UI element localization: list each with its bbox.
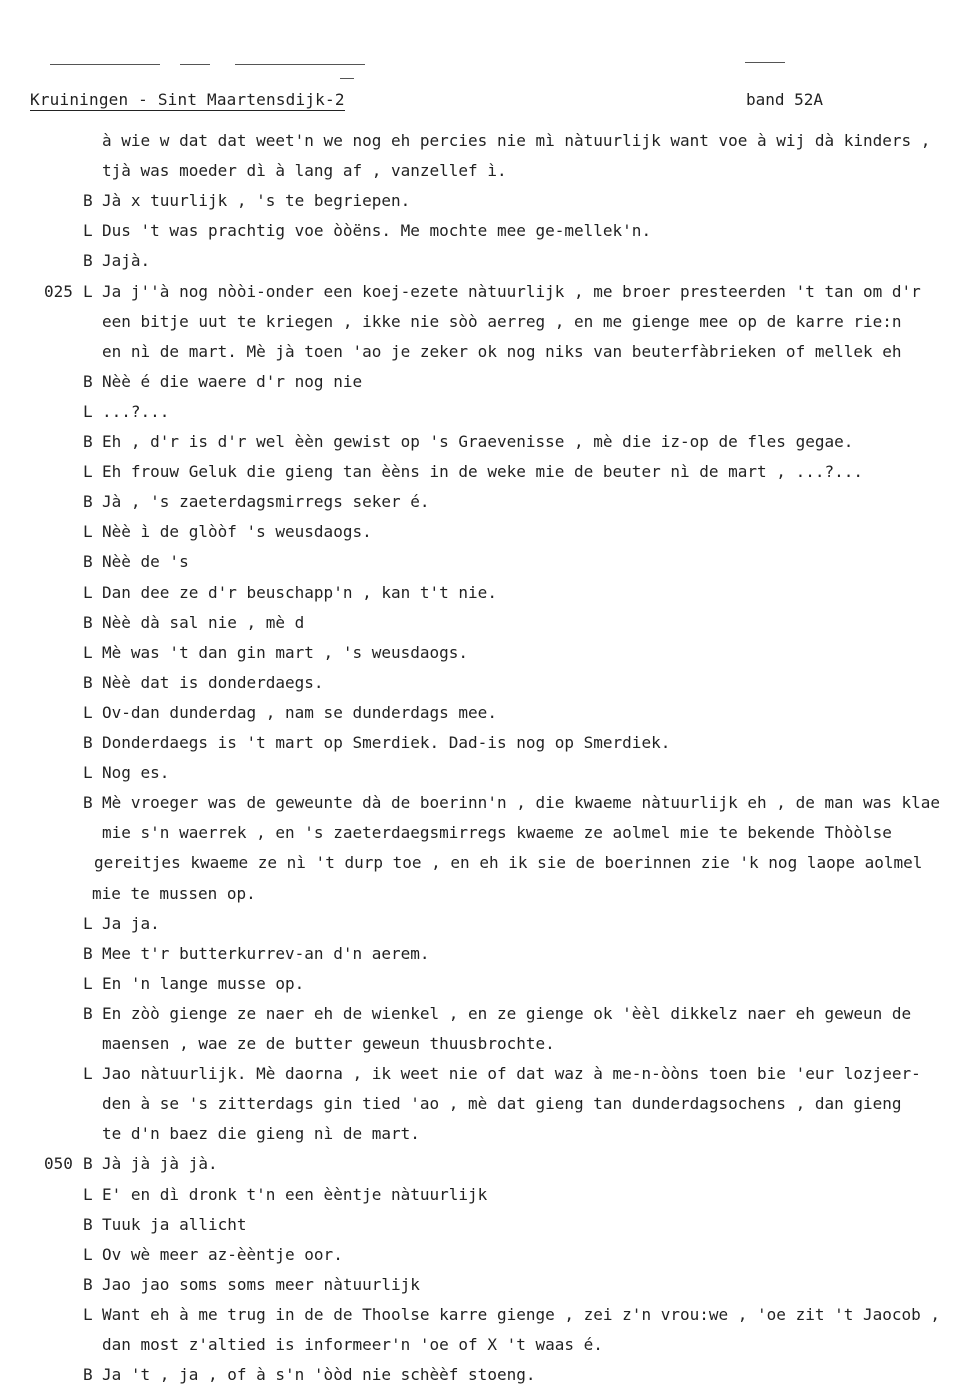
utterance-text: Mè was 't dan gin mart , 's weusdaogs. <box>102 642 469 662</box>
transcript-line <box>0 1033 979 1055</box>
speaker-label: B <box>83 793 93 813</box>
transcript-line <box>0 190 979 212</box>
transcript-line <box>0 341 979 363</box>
transcript-line <box>0 822 979 844</box>
utterance-text: en nì de mart. Mè jà toen 'ao je zeker ok nog niks van beuterfàbrieken of mellek eh <box>102 341 902 361</box>
utterance-text: Nèè é die waere d'r nog nie <box>102 371 363 391</box>
transcript-line <box>0 1244 979 1266</box>
speaker-label: B <box>83 672 93 692</box>
transcript-line <box>0 943 979 965</box>
speaker-label: L <box>83 401 93 421</box>
document-header-right: band 52A <box>746 90 824 109</box>
utterance-text: Mè vroeger was de geweunte dà de boerinn'n , die kwaeme nàtuurlijk eh , de man was klae <box>102 793 941 813</box>
transcript-line <box>0 1003 979 1025</box>
transcript-line <box>0 852 979 874</box>
speaker-label: L <box>83 221 93 241</box>
utterance-text: Jao jao soms soms meer nàtuurlijk <box>102 1274 420 1294</box>
utterance-text: Nèè ì de glòòf 's weusdaogs. <box>102 522 372 542</box>
transcript-line <box>0 250 979 272</box>
utterance-text: Mee t'r butterkurrev-an d'n aerem. <box>102 943 430 963</box>
speaker-label: B <box>83 1154 93 1174</box>
transcript-line <box>0 702 979 724</box>
transcript-line <box>0 1123 979 1145</box>
utterance-text: En 'n lange musse op. <box>102 973 305 993</box>
speaker-label: L <box>83 973 93 993</box>
utterance-text: Nèè dat is donderdaegs. <box>102 672 324 692</box>
speaker-label: L <box>83 642 93 662</box>
transcript-line <box>0 582 979 604</box>
speaker-label: B <box>83 733 93 752</box>
utterance-text: Dus 't was prachtig voe òòëns. Me mochte mee ge-mellek'n. <box>102 221 652 241</box>
speaker-label: B <box>83 1365 93 1385</box>
speaker-label: B <box>83 612 93 632</box>
utterance-text: Dan dee ze d'r beuschapp'n , kan t't nie. <box>102 582 497 602</box>
utterance-text: dan most z'altied is informeer'n 'oe of X 't waas é. <box>102 1335 603 1354</box>
speaker-label: B <box>83 492 93 512</box>
utterance-text: Eh frouw Geluk die gieng tan èèns in de weke mie de beuter nì de mart , ...?... <box>102 462 863 482</box>
transcript-line <box>0 672 979 694</box>
utterance-text: E' en dì dronk t'n een èèntje nàtuurlijk <box>102 1184 488 1204</box>
speaker-label: L <box>83 1184 93 1204</box>
utterance-text: den à se 's zitterdags gin tied 'ao , mè dat gieng tan dunderdagsochens , dan gieng <box>102 1094 902 1114</box>
transcript-line <box>0 1274 979 1296</box>
top-mark <box>340 78 354 79</box>
utterance-text: Jà jà jà jà. <box>102 1154 218 1174</box>
speaker-label: L <box>83 281 93 301</box>
transcript-line <box>0 461 979 483</box>
utterance-text: gereitjes kwaeme ze nì 't durp toe , en eh ik sie de boerinnen zie 'k nog laope aolmel <box>94 853 923 873</box>
document-header-left: Kruiningen - Sint Maartensdijk-2 <box>30 90 345 109</box>
speaker-label: L <box>83 702 93 722</box>
utterance-text: Ov wè meer az-èèntje oor. <box>102 1244 343 1264</box>
transcript-line <box>0 1304 979 1326</box>
utterance-text: à wie w dat dat weet'n we nog eh percies nie mì nàtuurlijk want voe à wij dà kinders , <box>102 131 931 150</box>
top-mark <box>50 64 160 65</box>
speaker-label: L <box>83 913 93 933</box>
transcript-line <box>0 1334 979 1356</box>
transcript-line <box>0 973 979 995</box>
transcript-line <box>0 913 979 935</box>
transcript-line <box>0 1093 979 1115</box>
transcript-line <box>0 281 979 303</box>
utterance-text: maensen , wae ze de butter geweun thuusbrochte. <box>102 1034 555 1053</box>
transcript-line <box>0 311 979 333</box>
speaker-label: L <box>83 582 93 602</box>
top-mark <box>180 64 210 65</box>
speaker-label: L <box>83 522 93 542</box>
speaker-label: B <box>83 1214 93 1234</box>
transcript-line <box>0 220 979 242</box>
line-number: 025 <box>44 281 73 301</box>
speaker-label: B <box>83 1003 93 1023</box>
transcript-line <box>0 1184 979 1206</box>
transcript-line <box>0 612 979 634</box>
transcript-line <box>0 160 979 182</box>
top-mark <box>235 64 365 65</box>
utterance-text: Eh , d'r is d'r wel èèn gewist op 's Graevenisse , mè die iz-op de fles gegae. <box>102 432 854 451</box>
utterance-text: Nog es. <box>102 763 170 783</box>
utterance-text: Donderdaegs is 't mart op Smerdiek. Dad-is nog op Smerdiek. <box>102 733 671 752</box>
utterance-text: Ov-dan dunderdag , nam se dunderdags mee. <box>102 702 497 722</box>
speaker-label: L <box>83 1064 93 1084</box>
utterance-text: mie te mussen op. <box>92 883 256 903</box>
speaker-label: B <box>83 191 93 211</box>
speaker-label: B <box>83 1274 93 1294</box>
utterance-text: mie s'n waerrek , en 's zaeterdaegsmirregs kwaeme ze aolmel mie te bekende Thòòlse <box>102 823 892 843</box>
transcript-line <box>0 130 979 152</box>
speaker-label: L <box>83 1304 93 1324</box>
transcript-line <box>0 521 979 543</box>
speaker-label: B <box>83 251 93 271</box>
transcript-line <box>0 1214 979 1236</box>
transcript-line <box>0 762 979 784</box>
transcript-line <box>0 792 979 814</box>
utterance-text: Nèè de 's <box>102 552 189 572</box>
transcript-line <box>0 732 979 754</box>
utterance-text: Ja 't , ja , of à s'n 'òòd nie schèèf stoeng. <box>102 1365 536 1385</box>
faded-top-marks <box>30 54 950 84</box>
transcript-line <box>0 883 979 905</box>
transcript-line <box>0 642 979 664</box>
utterance-text: Jà , 's zaeterdagsmirregs seker é. <box>102 492 430 512</box>
transcript-line <box>0 1153 979 1175</box>
utterance-text: Tuuk ja allicht <box>102 1214 247 1234</box>
top-mark <box>745 62 785 63</box>
transcript-line <box>0 401 979 423</box>
utterance-text: Jao nàtuurlijk. Mè daorna , ik weet nie of dat waz à me-n-òòns toen bie 'eur lozjeer- <box>102 1064 921 1084</box>
utterance-text: Nèè dà sal nie , mè d <box>102 612 305 632</box>
utterance-text: En zòò gienge ze naer eh de wienkel , en ze gienge ok 'èèl dikkelz naer eh geweun de <box>102 1003 912 1023</box>
utterance-text: te d'n baez die gieng nì de mart. <box>102 1124 420 1144</box>
speaker-label: B <box>83 552 93 572</box>
transcript-line <box>0 551 979 573</box>
transcript-line <box>0 431 979 453</box>
utterance-text: Ja j''à nog nòòi-onder een koej-ezete nàtuurlijk , me broer presteerden 't tan om d'r <box>102 281 921 301</box>
transcript-line <box>0 371 979 393</box>
utterance-text: ...?... <box>102 401 170 421</box>
utterance-text: Ja ja. <box>102 913 160 933</box>
utterance-text: Want eh à me trug in de de Thoolse karre gienge , zei z'n vrou:we , 'oe zit 't Jaocob , <box>102 1304 941 1324</box>
speaker-label: B <box>83 371 93 391</box>
speaker-label: L <box>83 763 93 783</box>
speaker-label: L <box>83 462 93 482</box>
utterance-text: Jajà. <box>102 251 151 271</box>
speaker-label: B <box>83 432 93 451</box>
utterance-text: tjà was moeder dì à lang af , vanzellef ì. <box>102 161 507 181</box>
transcript-line <box>0 1063 979 1085</box>
transcript-line <box>0 491 979 513</box>
line-number: 050 <box>44 1154 73 1174</box>
utterance-text: Jà x tuurlijk , 's te begriepen. <box>102 191 411 211</box>
speaker-label: L <box>83 1244 93 1264</box>
transcript-line <box>0 1364 979 1386</box>
speaker-label: B <box>83 943 93 963</box>
utterance-text: een bitje uut te kriegen , ikke nie sòò aerreg , en me gienge mee op de karre rie:n <box>102 311 902 331</box>
